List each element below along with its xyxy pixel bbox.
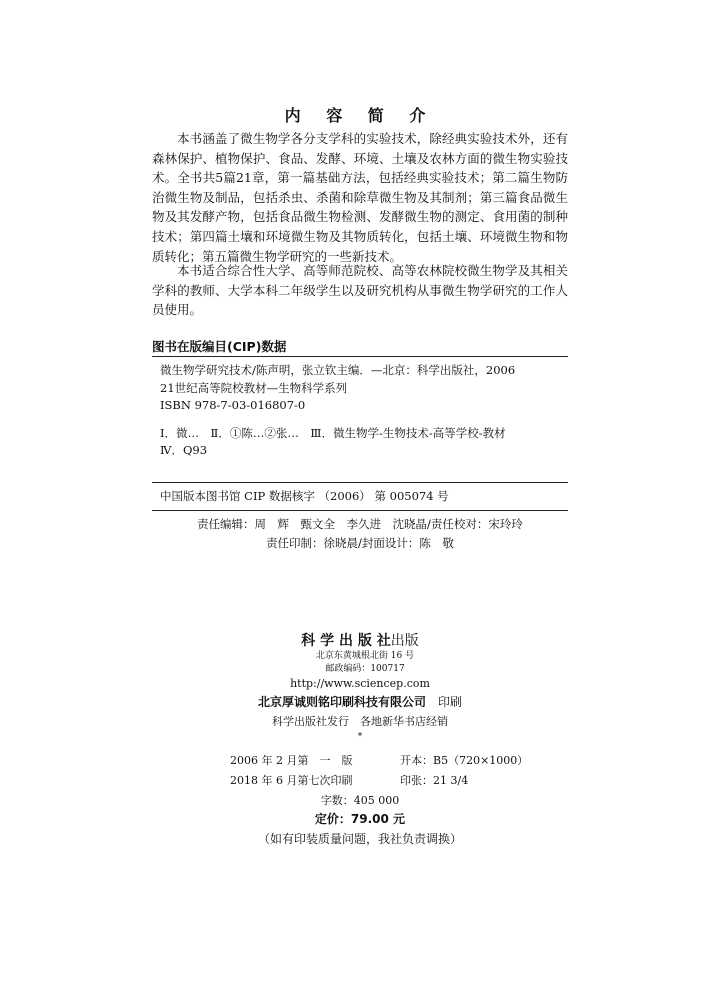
cip-block bbox=[160, 362, 565, 460]
cip-line-4: Ⅰ．微… Ⅱ．①陈…②张… Ⅲ．微生物学-生物技术-高等学校-教材 bbox=[160, 425, 506, 440]
cip-line-2: 21世纪高等院校教材—生物科学系列 bbox=[160, 380, 348, 395]
price: 定价：79.00 元 bbox=[314, 812, 406, 826]
cip-middle-rule bbox=[152, 482, 568, 483]
separator-star: * bbox=[357, 732, 363, 742]
publisher-url: http://www.sciencep.com bbox=[290, 677, 430, 690]
cip-top-rule bbox=[152, 356, 568, 357]
publisher-name: 科 学 出 版 社 bbox=[301, 633, 391, 649]
edition-format: 开本：B5（720×1000） bbox=[400, 754, 529, 767]
cip-bottom-rule bbox=[152, 510, 568, 511]
word-count: 字数：405 000 bbox=[320, 794, 400, 807]
edition-date: 2006 年 2 月第 一 版 bbox=[230, 754, 353, 767]
intro-paragraph-1-text: 本书涵盖了微生物学各分支学科的实验技术，除经典实验技术外，还有森林保护、植物保护、食品、发酵、环境、土壤及农林方面的微生物实验技术。全书共5篇21章，第一篇基础方法，包括经典实验技术；第二篇生物防治微生物及制品，包括杀虫、杀菌和除草微生物及其制剂；第三篇食品微生物及其发酵产物，包括食品微生物检测、发酵微生物的测定、食用菌的制种技术；第四篇土壤和环境微生物及其物质转化，包括土壤、环境微生物和物质转化；第五篇微生物学研究的一些新技术。 bbox=[152, 131, 568, 264]
publisher-postcode: 邮政编码：100717 bbox=[325, 664, 405, 674]
credits-line-2: 责任印制：徐晓晨/封面设计：陈 敬 bbox=[266, 535, 454, 550]
publisher-address: 北京东黄城根北街 16 号 bbox=[315, 651, 415, 661]
printer-line bbox=[0, 692, 720, 712]
printer-suffix: 印刷 bbox=[438, 695, 463, 709]
intro-paragraph-1 bbox=[152, 129, 568, 266]
cip-line-5: Ⅳ．Q93 bbox=[160, 443, 208, 457]
publisher-name-line bbox=[0, 632, 720, 650]
quality-notice: （如有印装质量问题，我社负责调换） bbox=[257, 832, 462, 846]
intro-title: 内 容 简 介 bbox=[284, 106, 436, 125]
intro-paragraph-2 bbox=[152, 261, 568, 320]
cip-heading: 图书在版编目(CIP)数据 bbox=[152, 339, 287, 354]
publisher-name-suffix: 出版 bbox=[390, 633, 419, 649]
credits-block bbox=[0, 515, 720, 552]
cip-record bbox=[160, 488, 565, 506]
print-sheets: 印张：21 3/4 bbox=[400, 774, 469, 787]
intro-paragraph-2-text: 本书适合综合性大学、高等师范院校、高等农林院校微生物学及其相关学科的教师、大学本科二年级学生以及研究机构从事微生物学研究的工作人员使用。 bbox=[152, 263, 568, 318]
credits-line-1: 责任编辑：周 辉 甄文全 李久进 沈晓晶/责任校对：宋玲玲 bbox=[197, 517, 523, 531]
cip-line-1: 微生物学研究技术/陈声明，张立钦主编．—北京：科学出版社，2006 bbox=[160, 363, 516, 377]
cip-record-line: 中国版本图书馆 CIP 数据核字 （2006） 第 005074 号 bbox=[160, 489, 449, 503]
printer-name: 北京厚诚则铭印刷科技有限公司 bbox=[257, 695, 426, 709]
print-date: 2018 年 6 月第七次印刷 bbox=[230, 774, 353, 787]
distribution-line: 科学出版社发行 各地新华书店经销 bbox=[272, 715, 448, 728]
cip-line-3: ISBN 978-7-03-016807-0 bbox=[160, 398, 306, 412]
publisher-block bbox=[0, 632, 720, 743]
